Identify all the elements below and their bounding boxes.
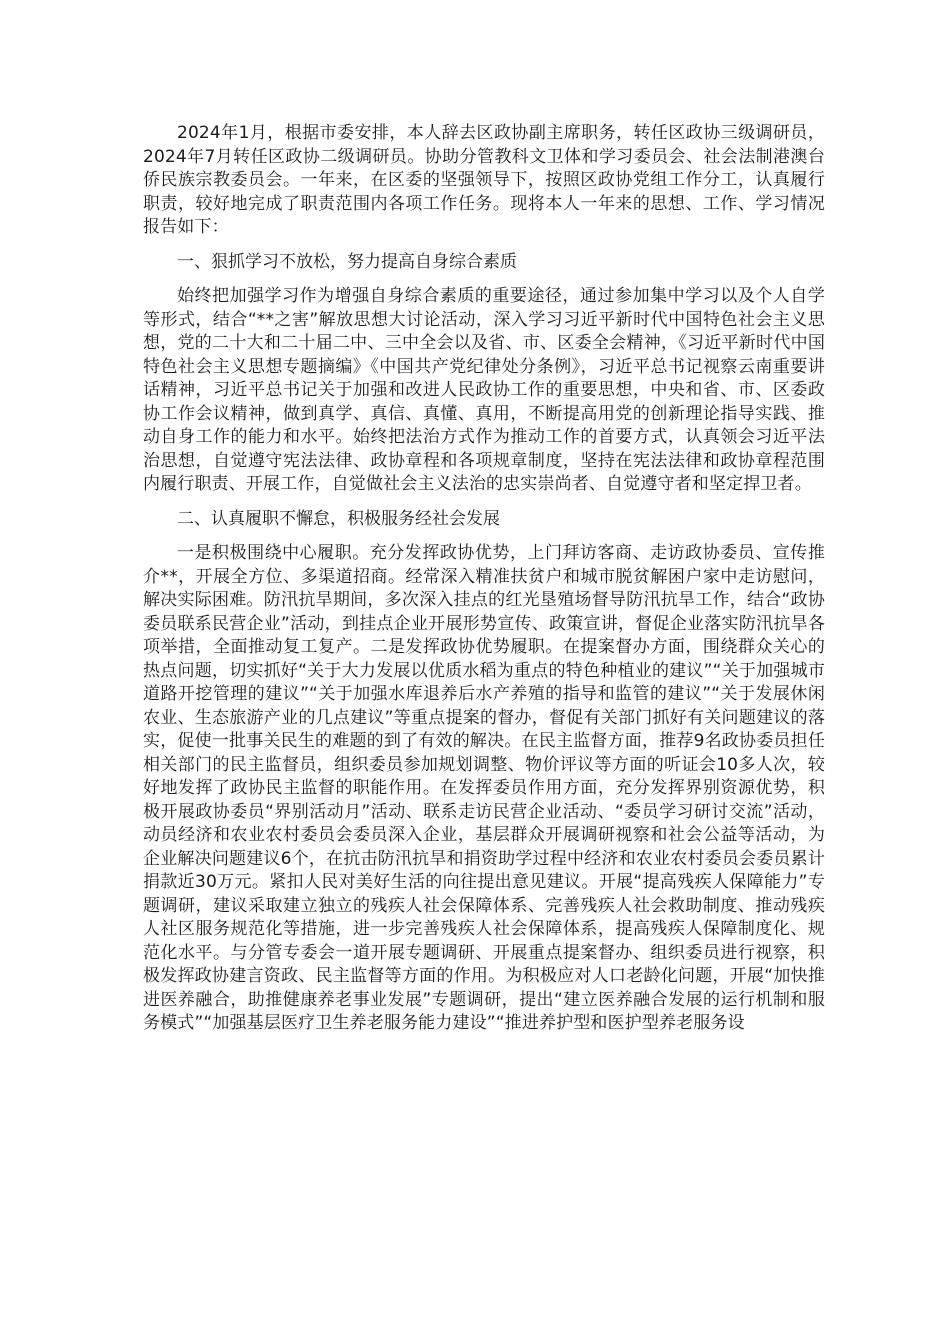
section-2-paragraph: 一是积极围绕中心履职。充分发挥政协优势，上门拜访客商、走访政协委员、宣传推介**，开展全方位、多渠道招商。经常深入精准扶贫户和城市脱贫解困户家中走访慰问，解决实际困难。防汛抗旱期间，多次深入挂点的红光垦殖场督导防汛抗旱工作，结合“政协委员联系民营企业”活动，到挂点企业开展形势宣传、政策宣讲，督促企业落实防汛抗旱各项举措，全面推动复工复产。二是发挥政协优势履职。在提案督办方面，围绕群众关心的热点问题，切实抓好“关于大力发展以优质水稻为重点的特色种植业的建议”“关于加强城市道路开挖管理的建议”“关于加强水库退养后水产养殖的指导和监管的建议”“关于发展休闲农业、生态旅游产业的几点建议”等重点提案的督办，督促有关部门抓好有关问题建议的落实，促使一批事关民生的难题的到了有效的解决。在民主监督方面，推荐9名政协委员担任相关部门的民主监督员，组织委员参加规划调整、物价评议等方面的听证会10多人次，较好地发挥了政协民主监督的职能作用。在发挥委员作用方面，充分发挥界别资源优势，积极开展政协委员“界别活动月”活动、联系走访民营企业活动、“委员学习研讨交流”活动，动员经济和农业农村委员会委员深入企业，基层群众开展调研视察和社会公益等活动，为企业解决问题建议6个，在抗击防汛抗旱和捐资助学过程中经济和农业农村委员会委员累计捐款近30万元。紧扣人民对美好生活的向往提出意见建议。开展“提高残疾人保障能力”专题调研，建议采取建立独立的残疾人社会保障体系、完善残疾人社会救助制度、推动残疾人社区服务规范化等措施，进一步完善残疾人社会保障体系，提高残疾人保障制度化、规范化水平。与分管专委会一道开展专题调研、开展重点提案督办、组织委员进行视察，积极发挥政协建言资政、民主监督等方面的作用。为积极应对人口老龄化问题，开展“加快推进医养融合，助推健康养老事业发展”专题调研，提出“建立医养融合发展的运行机制和服务模式”“加强基层医疗卫生养老服务能力建设”“推进养护型和医护型养老服务设 xyxy=(143,543,825,1033)
document-body xyxy=(143,122,825,1036)
section-2-heading: 二、认真履职不懈怠，积极服务经社会发展 xyxy=(177,508,500,529)
section-1-heading: 一、狠抓学习不放松，努力提高自身综合素质 xyxy=(177,251,517,272)
intro-paragraph: 2024年1月，根据市委安排，本人辞去区政协副主席职务，转任区政协三级调研员，2024年7月转任区政协二级调研员。协助分管教科文卫体和学习委员会、社会法制港澳台侨民族宗教委员会。一年来，在区委的坚强领导下，按照区政协党组工作分工，认真履行职责，较好地完成了职责范围内各项工作任务。现将本人一年来的思想、工作、学习情况报告如下： xyxy=(143,123,825,237)
section-1-paragraph: 始终把加强学习作为增强自身综合素质的重要途径，通过参加集中学习以及个人自学等形式，结合“**之害”解放思想大讨论活动，深入学习习近平新时代中国特色社会主义思想，党的二十大和二十届二中、三中全会以及省、市、区委全会精神，《习近平新时代中国特色社会主义思想专题摘编》《中国共产党纪律处分条例》，习近平总书记视察云南重要讲话精神，习近平总书记关于加强和改进人民政协工作的重要思想，中央和省、市、区委政协工作会议精神，做到真学、真信、真懂、真用，不断提高用党的创新理论指导实践、推动自身工作的能力和水平。始终把法治方式作为推动工作的首要方式，认真领会习近平法治思想，自觉遵守宪法法律、政协章程和各项规章制度，坚持在宪法法律和政协章程范围内履行职责、开展工作，自觉做社会主义法治的忠实崇尚者、自觉遵守者和坚定捍卫者。 xyxy=(143,286,825,494)
